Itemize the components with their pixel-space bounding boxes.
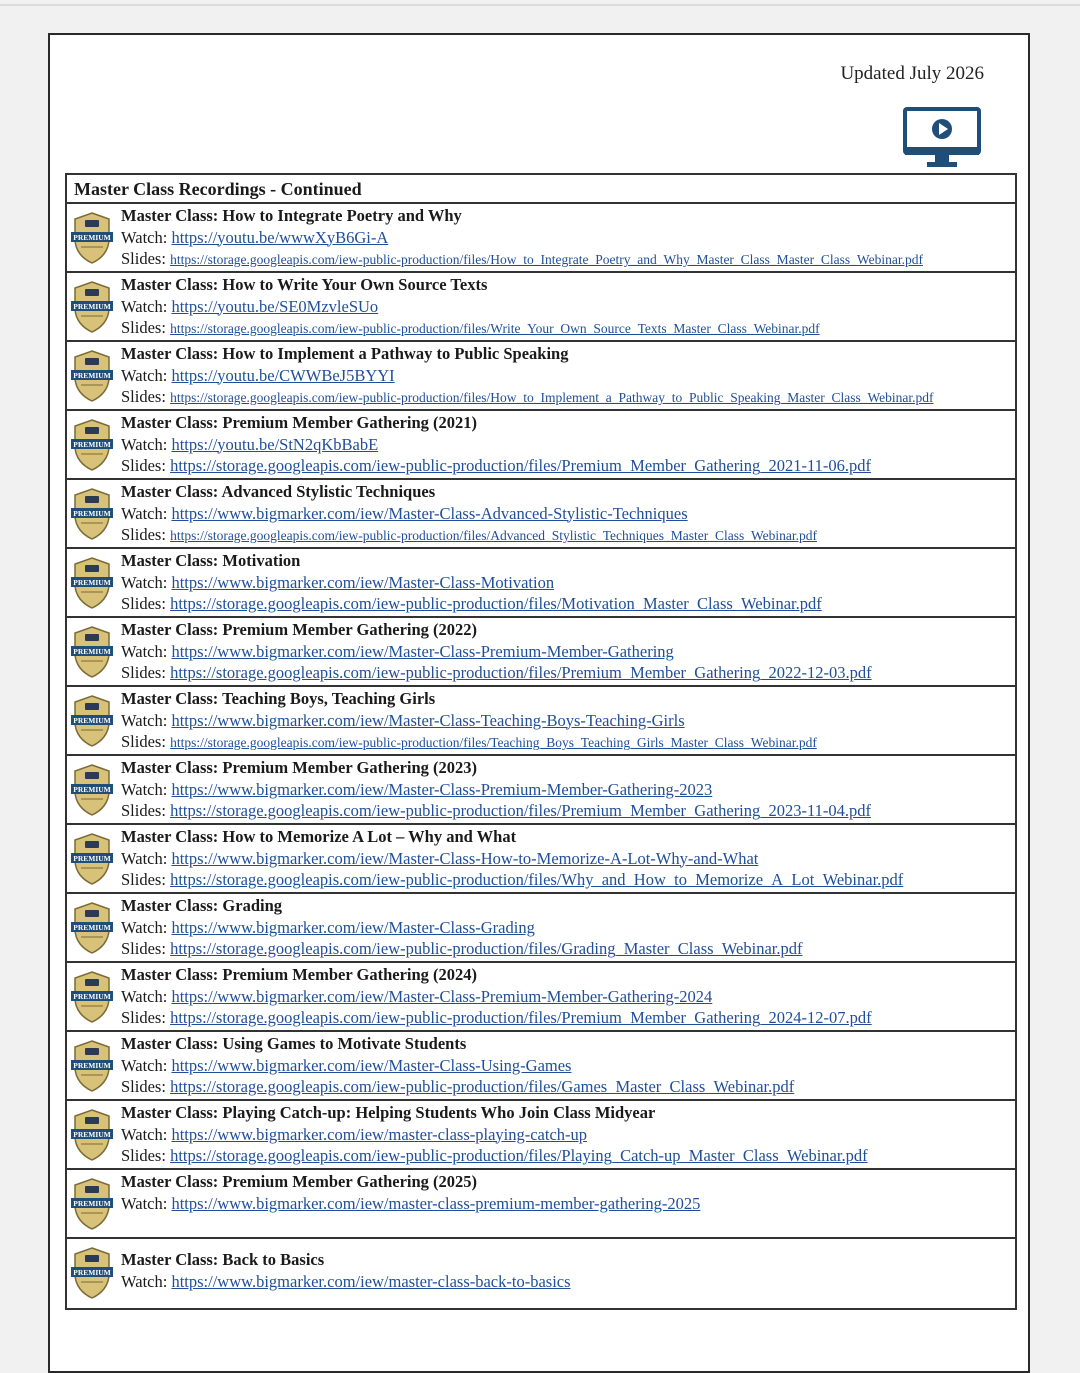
slides-label: Slides: (121, 801, 166, 820)
watch-line (121, 1271, 1009, 1293)
watch-label: Watch: (121, 986, 168, 1006)
slides-link[interactable]: https://storage.googleapis.com/iew-public-production/files/How_to_Implement_a_Pathway_to_Public_Speaking_Master_Class_Webinar.pdf (170, 390, 934, 405)
slides-label: Slides: (121, 387, 166, 406)
premium-badge-icon (71, 694, 113, 748)
watch-label: Watch: (121, 1271, 168, 1291)
slides-line (121, 593, 1009, 615)
watch-line (121, 710, 1009, 732)
watch-label: Watch: (121, 779, 168, 799)
slides-link[interactable]: https://storage.googleapis.com/iew-public-production/files/Games_Master_Class_Webinar.pdf (170, 1077, 795, 1096)
badge-label: PREMIUM (73, 371, 111, 380)
watch-label: Watch: (121, 848, 168, 868)
watch-label: Watch: (121, 434, 168, 454)
recording-row (67, 1170, 1015, 1239)
recording-title: Master Class: How to Memorize A Lot – Why and What (121, 827, 517, 846)
recording-title: Master Class: Using Games to Motivate Students (121, 1034, 467, 1053)
premium-badge-icon (71, 556, 113, 610)
updated-date: Updated July 2026 (840, 63, 984, 84)
watch-label: Watch: (121, 1124, 168, 1144)
badge-label: PREMIUM (73, 509, 111, 518)
recording-row (67, 1239, 1015, 1308)
watch-link[interactable]: https://www.bigmarker.com/iew/Master-Class-How-to-Memorize-A-Lot-Why-and-What (171, 848, 759, 868)
premium-badge-icon (71, 970, 113, 1024)
recording-details (121, 688, 1009, 753)
slides-label: Slides: (121, 249, 166, 268)
recording-title: Master Class: Motivation (121, 551, 301, 570)
watch-line (121, 1193, 1009, 1215)
slides-link[interactable]: https://storage.googleapis.com/iew-public-production/files/Premium_Member_Gathering_2022-12-03.pdf (170, 663, 872, 682)
slides-line (121, 455, 1009, 477)
slides-label: Slides: (121, 870, 166, 889)
watch-link[interactable]: https://youtu.be/SE0MzvleSUo (171, 296, 379, 316)
watch-label: Watch: (121, 917, 168, 937)
watch-link[interactable]: https://youtu.be/CWWBeJ5BYYI (171, 365, 395, 385)
premium-badge-icon (71, 832, 113, 886)
watch-link[interactable]: https://www.bigmarker.com/iew/Master-Class-Premium-Member-Gathering-2024 (171, 986, 713, 1006)
recording-row (67, 480, 1015, 549)
badge-label: PREMIUM (73, 578, 111, 587)
watch-label: Watch: (121, 365, 168, 385)
recording-details (121, 826, 1009, 891)
recordings-list (67, 204, 1015, 1308)
recording-row (67, 963, 1015, 1032)
slides-label: Slides: (121, 525, 166, 544)
watch-line (121, 848, 1009, 870)
premium-badge-icon (71, 487, 113, 541)
recording-title: Master Class: Premium Member Gathering (2023) (121, 758, 478, 777)
recording-details (121, 619, 1009, 684)
slides-label: Slides: (121, 663, 166, 682)
recording-row (67, 1032, 1015, 1101)
badge-label: PREMIUM (73, 1199, 111, 1208)
watch-link[interactable]: https://www.bigmarker.com/iew/master-class-premium-member-gathering-2025 (171, 1193, 701, 1213)
recording-details (121, 1033, 1009, 1098)
premium-badge-icon (71, 211, 113, 265)
recording-title: Master Class: Grading (121, 896, 283, 915)
badge-label: PREMIUM (73, 233, 111, 242)
watch-label: Watch: (121, 710, 168, 730)
recording-details (121, 343, 1009, 408)
monitor-play-icon (903, 107, 981, 169)
badge-label: PREMIUM (73, 1061, 111, 1070)
watch-label: Watch: (121, 1055, 168, 1075)
slides-label: Slides: (121, 732, 166, 751)
top-divider (0, 4, 1080, 6)
premium-badge-icon (71, 418, 113, 472)
slides-link[interactable]: https://storage.googleapis.com/iew-public-production/files/Grading_Master_Class_Webinar.pdf (170, 939, 803, 958)
slides-link[interactable]: https://storage.googleapis.com/iew-public-production/files/Motivation_Master_Class_Webinar.pdf (170, 594, 822, 613)
watch-link[interactable]: https://www.bigmarker.com/iew/Master-Class-Premium-Member-Gathering (171, 641, 674, 661)
slides-line (121, 1145, 1009, 1167)
slides-link[interactable]: https://storage.googleapis.com/iew-public-production/files/Why_and_How_to_Memorize_A_Lot_Webinar.pdf (170, 870, 904, 889)
slides-link[interactable]: https://storage.googleapis.com/iew-public-production/files/Teaching_Boys_Teaching_Girls_Master_Class_Webinar.pdf (170, 735, 817, 750)
slides-label: Slides: (121, 456, 166, 475)
recording-title: Master Class: How to Write Your Own Source Texts (121, 275, 488, 294)
recording-details (121, 1102, 1009, 1167)
recording-details (121, 205, 1009, 270)
badge-label: PREMIUM (73, 1130, 111, 1139)
watch-link[interactable]: https://www.bigmarker.com/iew/Master-Class-Motivation (171, 572, 555, 592)
badge-label: PREMIUM (73, 785, 111, 794)
badge-label: PREMIUM (73, 440, 111, 449)
slides-line (121, 938, 1009, 960)
recording-row (67, 411, 1015, 480)
slides-link[interactable]: https://storage.googleapis.com/iew-public-production/files/Premium_Member_Gathering_2023-11-04.pdf (170, 801, 872, 820)
badge-label: PREMIUM (73, 302, 111, 311)
watch-link[interactable]: https://www.bigmarker.com/iew/Master-Class-Using-Games (171, 1055, 572, 1075)
watch-line (121, 572, 1009, 594)
watch-link[interactable]: https://www.bigmarker.com/iew/Master-Class-Advanced-Stylistic-Techniques (171, 503, 688, 523)
slides-line (121, 248, 1009, 270)
recording-row (67, 273, 1015, 342)
watch-link[interactable]: https://www.bigmarker.com/iew/master-class-back-to-basics (171, 1271, 571, 1291)
watch-line (121, 227, 1009, 249)
slides-link[interactable]: https://storage.googleapis.com/iew-public-production/files/Premium_Member_Gathering_2021-11-06.pdf (170, 456, 872, 475)
slides-label: Slides: (121, 1146, 166, 1165)
slides-line (121, 1007, 1009, 1029)
slides-label: Slides: (121, 939, 166, 958)
recording-details (121, 1249, 1009, 1292)
premium-badge-icon (71, 1177, 113, 1231)
watch-line (121, 1055, 1009, 1077)
badge-label: PREMIUM (73, 1268, 111, 1277)
recording-title: Master Class: How to Implement a Pathway to Public Speaking (121, 344, 569, 363)
recording-row (67, 549, 1015, 618)
recording-row (67, 756, 1015, 825)
recording-title: Master Class: Premium Member Gathering (2024) (121, 965, 478, 984)
premium-badge-icon (71, 349, 113, 403)
watch-line (121, 1124, 1009, 1146)
section-title: Master Class Recordings - Continued (67, 175, 1015, 204)
recording-details (121, 550, 1009, 615)
slides-label: Slides: (121, 318, 166, 337)
recording-row (67, 204, 1015, 273)
badge-label: PREMIUM (73, 992, 111, 1001)
recording-details (121, 1171, 1009, 1214)
slides-label: Slides: (121, 1008, 166, 1027)
watch-line (121, 917, 1009, 939)
recording-details (121, 757, 1009, 822)
recording-row (67, 825, 1015, 894)
slides-line (121, 731, 1009, 753)
watch-line (121, 296, 1009, 318)
premium-badge-icon (71, 625, 113, 679)
watch-link[interactable]: https://www.bigmarker.com/iew/Master-Class-Grading (171, 917, 535, 937)
watch-line (121, 641, 1009, 663)
slides-link[interactable]: https://storage.googleapis.com/iew-public-production/files/Advanced_Stylistic_Techniques_Master_Class_Webinar.pdf (170, 528, 818, 543)
watch-line (121, 503, 1009, 525)
recording-title: Master Class: How to Integrate Poetry and Why (121, 206, 462, 225)
watch-link[interactable]: https://www.bigmarker.com/iew/master-class-playing-catch-up (171, 1124, 588, 1144)
slides-link[interactable]: https://storage.googleapis.com/iew-public-production/files/Playing_Catch-up_Master_Class_Webinar.pdf (170, 1146, 868, 1165)
slides-line (121, 386, 1009, 408)
recording-details (121, 412, 1009, 477)
premium-badge-icon (71, 1246, 113, 1300)
slides-label: Slides: (121, 594, 166, 613)
premium-badge-icon (71, 763, 113, 817)
watch-link[interactable]: https://youtu.be/StN2qKbBabE (171, 434, 379, 454)
slides-link[interactable]: https://storage.googleapis.com/iew-public-production/files/How_to_Integrate_Poetry_and_Why_Master_Class_Master_Class_Webinar.pdf (170, 252, 923, 267)
premium-badge-icon (71, 280, 113, 334)
watch-link[interactable]: https://www.bigmarker.com/iew/Master-Class-Teaching-Boys-Teaching-Girls (171, 710, 685, 730)
slides-line (121, 662, 1009, 684)
recording-row (67, 618, 1015, 687)
recording-details (121, 274, 1009, 339)
premium-badge-icon (71, 1108, 113, 1162)
recording-row (67, 687, 1015, 756)
recordings-table (65, 173, 1017, 1310)
document-page (48, 33, 1030, 1373)
slides-line (121, 524, 1009, 546)
watch-line (121, 434, 1009, 456)
slides-label: Slides: (121, 1077, 166, 1096)
recording-title: Master Class: Teaching Boys, Teaching Girls (121, 689, 436, 708)
watch-label: Watch: (121, 503, 168, 523)
badge-label: PREMIUM (73, 647, 111, 656)
recording-title: Master Class: Advanced Stylistic Techniques (121, 482, 436, 501)
badge-label: PREMIUM (73, 716, 111, 725)
recording-details (121, 481, 1009, 546)
watch-label: Watch: (121, 641, 168, 661)
slides-line (121, 869, 1009, 891)
badge-label: PREMIUM (73, 854, 111, 863)
recording-details (121, 895, 1009, 960)
premium-badge-icon (71, 901, 113, 955)
badge-label: PREMIUM (73, 923, 111, 932)
recording-row (67, 894, 1015, 963)
recording-title: Master Class: Playing Catch-up: Helping Students Who Join Class Midyear (121, 1103, 656, 1122)
slides-link[interactable]: https://storage.googleapis.com/iew-public-production/files/Write_Your_Own_Source_Texts_Master_Class_Webinar.pdf (170, 321, 820, 336)
watch-label: Watch: (121, 572, 168, 592)
watch-label: Watch: (121, 296, 168, 316)
watch-line (121, 779, 1009, 801)
slides-line (121, 317, 1009, 339)
watch-label: Watch: (121, 227, 168, 247)
slides-link[interactable]: https://storage.googleapis.com/iew-public-production/files/Premium_Member_Gathering_2024-12-07.pdf (170, 1008, 872, 1027)
recording-details (121, 964, 1009, 1029)
watch-link[interactable]: https://www.bigmarker.com/iew/Master-Class-Premium-Member-Gathering-2023 (171, 779, 713, 799)
recording-row (67, 1101, 1015, 1170)
watch-line (121, 365, 1009, 387)
recording-title: Master Class: Premium Member Gathering (2025) (121, 1172, 478, 1191)
recording-title: Master Class: Premium Member Gathering (2022) (121, 620, 478, 639)
recording-row (67, 342, 1015, 411)
slides-line (121, 1076, 1009, 1098)
watch-line (121, 986, 1009, 1008)
premium-badge-icon (71, 1039, 113, 1093)
slides-line (121, 800, 1009, 822)
recording-title: Master Class: Premium Member Gathering (2021) (121, 413, 478, 432)
watch-link[interactable]: https://youtu.be/wwwXyB6Gi-A (171, 227, 389, 247)
recording-title: Master Class: Back to Basics (121, 1250, 325, 1269)
watch-label: Watch: (121, 1193, 168, 1213)
